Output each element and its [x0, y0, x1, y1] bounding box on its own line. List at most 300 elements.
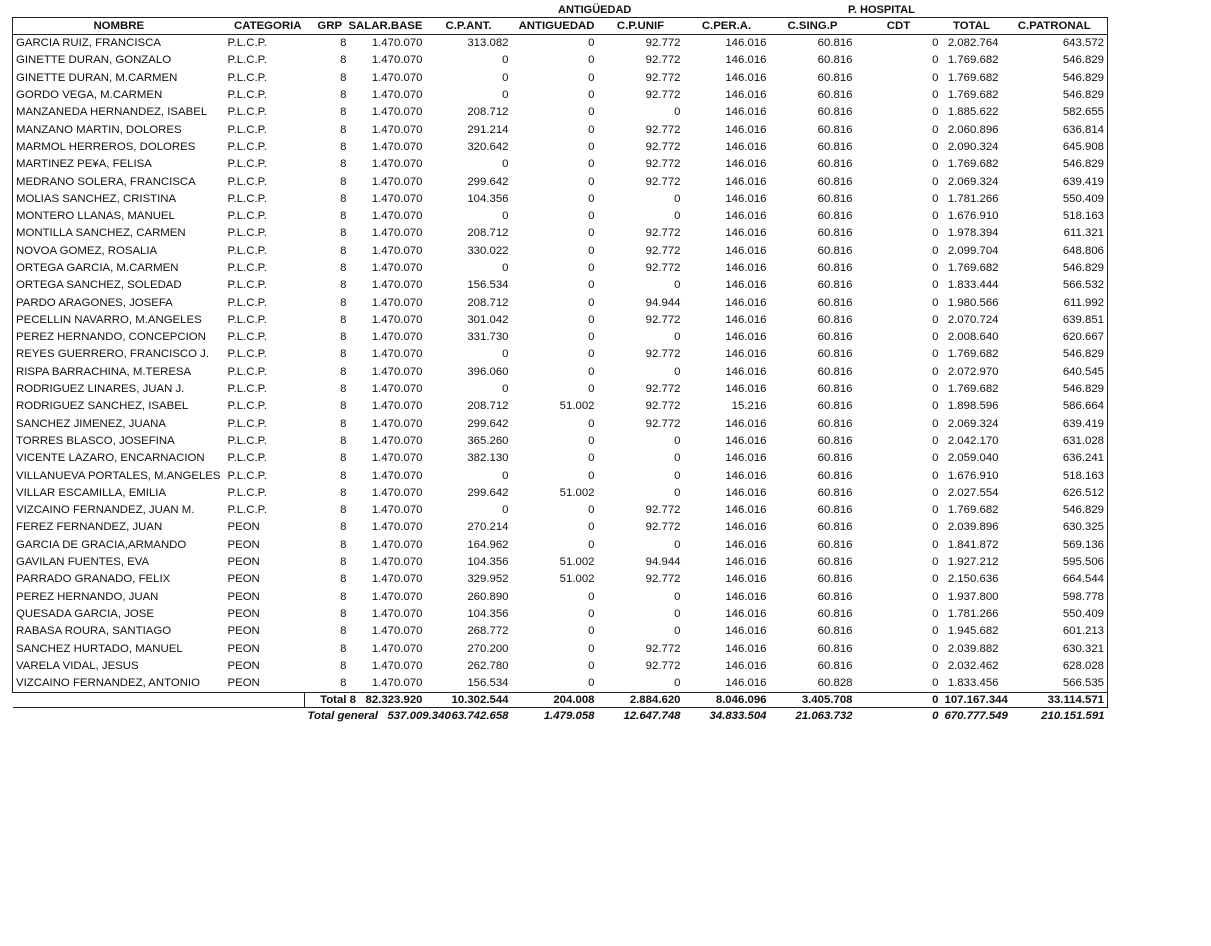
- table-row: [13, 450, 1201, 467]
- cell-salar-base: 1.470.070: [371, 89, 423, 102]
- cell-salar-base: 1.470.070: [371, 296, 423, 309]
- cell-cp-unif: 92.772: [645, 417, 681, 430]
- cell-cp-unif: 92.772: [645, 244, 681, 257]
- cell-cdt: 0: [932, 365, 939, 378]
- cell-csing-p: 60.816: [817, 625, 853, 638]
- cell-nombre: MARMOL HERREROS, DOLORES: [13, 139, 225, 156]
- cell-c-patronal: 611.321: [1002, 225, 1108, 242]
- cell-salar-base: 1.470.070: [371, 54, 423, 67]
- header-cdt: CDT: [856, 18, 942, 35]
- cell-grp: 8: [340, 486, 347, 499]
- cell-total: 2.082.764: [947, 37, 999, 50]
- cell-grp-salar-base: [305, 364, 426, 381]
- cell-cdt: 0: [932, 452, 939, 465]
- cell-grp: 8: [340, 538, 347, 551]
- cell-categoria: P.L.C.P.: [227, 123, 267, 136]
- cell-cp-ant: 0: [502, 210, 509, 223]
- cell-antiguedad: 0: [588, 106, 595, 119]
- cell-grp: 8: [340, 192, 347, 205]
- cell-cp-unif: 92.772: [645, 573, 681, 586]
- cell-cp-ant: 270.200: [467, 642, 509, 655]
- header-cp-ant: C.P.ANT.: [426, 18, 512, 35]
- cell-cdt: 0: [932, 210, 939, 223]
- cell-cp-ant: 0: [502, 383, 509, 396]
- table-row: [13, 416, 1201, 433]
- cell-cp-ant: 291.214: [467, 123, 509, 136]
- cell-grp-salar-base: [305, 346, 426, 363]
- cell-csing-p: 60.816: [817, 538, 853, 551]
- table-row: [13, 658, 1201, 675]
- cell-total: 1.781.266: [947, 192, 999, 205]
- cell-csing-p: 60.816: [817, 452, 853, 465]
- cell-cper-a: 146.016: [725, 642, 767, 655]
- cell-categoria: P.L.C.P.: [227, 313, 267, 326]
- cell-cdt: 0: [932, 486, 939, 499]
- cell-cp-unif: 92.772: [645, 54, 681, 67]
- cell-salar-base: 1.470.070: [371, 469, 423, 482]
- header-grp: GRP: [317, 20, 343, 32]
- cell-cdt: 0: [932, 331, 939, 344]
- cell-total: 1.927.212: [947, 556, 999, 569]
- cell-nombre: ORTEGA SANCHEZ, SOLEDAD: [13, 277, 225, 294]
- cell-grp-salar-base: [305, 87, 426, 104]
- cell-salar-base: 1.470.070: [371, 227, 423, 240]
- cell-nombre: REYES GUERRERO, FRANCISCO J.: [13, 346, 225, 363]
- table-row: [13, 537, 1201, 554]
- cell-cper-a: 146.016: [725, 123, 767, 136]
- cell-cper-a: 146.016: [725, 244, 767, 257]
- cell-c-patronal: 639.419: [1002, 416, 1108, 433]
- cell-cp-unif: 92.772: [645, 71, 681, 84]
- cell-nombre: PEREZ HERNANDO, CONCEPCION: [13, 329, 225, 346]
- cell-categoria: PEON: [227, 642, 260, 655]
- cell-cper-a: 146.016: [684, 675, 770, 693]
- cell-cdt: 0: [932, 192, 939, 205]
- table-body: [13, 35, 1201, 693]
- cell-grp-salar-base: [305, 35, 426, 53]
- column-group-header: [12, 4, 1200, 17]
- cell-grp-salar-base: [305, 658, 426, 675]
- cell-cper-a: 146.016: [725, 538, 767, 551]
- cell-antiguedad: 0: [588, 365, 595, 378]
- cell-c-patronal: 518.163: [1002, 208, 1108, 225]
- cell-total: 1.769.682: [947, 348, 999, 361]
- cell-antiguedad: 0: [588, 192, 595, 205]
- cell-grp: 8: [340, 296, 347, 309]
- cell-csing-p: 60.816: [817, 262, 853, 274]
- group-label-antiguedad: ANTIGÜEDAD: [558, 4, 632, 16]
- cell-grp: 8: [340, 123, 347, 136]
- cell-cp-unif: 92.772: [645, 262, 681, 274]
- cell-cdt: 0: [932, 642, 939, 655]
- cell-cper-a: 146.016: [725, 452, 767, 465]
- cell-grp-salar-base: [305, 485, 426, 502]
- total-general-label-base: [305, 708, 451, 725]
- cell-categoria: P.L.C.P.: [227, 262, 267, 274]
- cell-csing-p: 60.816: [817, 244, 853, 257]
- cell-c-patronal: 620.667: [1002, 329, 1108, 346]
- total-group-cper-a: 8.046.096: [684, 693, 770, 708]
- cell-grp: 8: [340, 400, 347, 413]
- cell-salar-base: 1.470.070: [371, 123, 423, 136]
- cell-cper-a: 146.016: [725, 106, 767, 119]
- cell-cp-unif: 0: [598, 675, 684, 693]
- cell-grp: 8: [340, 158, 347, 171]
- cell-grp-salar-base: [305, 312, 426, 329]
- cell-nombre: GAVILAN FUENTES, EVA: [13, 554, 225, 571]
- cell-total: 2.032.462: [947, 659, 999, 672]
- cell-c-patronal: 630.325: [1002, 519, 1108, 536]
- cell-grp-salar-base: [305, 191, 426, 208]
- total-group-cdt: 0: [856, 693, 942, 708]
- cell-c-patronal: 566.535: [1002, 675, 1108, 693]
- cell-nombre: RABASA ROURA, SANTIAGO: [13, 623, 225, 640]
- cell-cdt: 0: [932, 504, 939, 517]
- cell-csing-p: 60.816: [817, 573, 853, 586]
- cell-antiguedad: 0: [588, 452, 595, 465]
- total-group-antiguedad: 204.008: [512, 693, 598, 708]
- cell-categoria: P.L.C.P.: [227, 106, 267, 119]
- cell-cp-ant: 0: [502, 504, 509, 517]
- cell-cdt: 0: [932, 573, 939, 586]
- cell-categoria: P.L.C.P.: [227, 365, 267, 378]
- cell-c-patronal: 582.655: [1002, 104, 1108, 121]
- cell-cper-a: 146.016: [725, 556, 767, 569]
- cell-grp: 8: [340, 106, 347, 119]
- cell-nombre: RODRIGUEZ LINARES, JUAN J.: [13, 381, 225, 398]
- cell-cp-unif: 92.772: [645, 89, 681, 102]
- cell-grp: 8: [340, 573, 347, 586]
- cell-cp-unif: 94.944: [645, 556, 681, 569]
- cell-total: 2.069.324: [947, 175, 999, 188]
- cell-cp-unif: 0: [674, 279, 681, 292]
- cell-grp-salar-base: [305, 554, 426, 571]
- cell-cdt: 0: [932, 37, 939, 50]
- cell-csing-p: 60.816: [817, 607, 853, 620]
- cell-grp: 8: [340, 89, 347, 102]
- cell-categoria: PEON: [227, 573, 260, 586]
- cell-grp-salar-base: [305, 467, 426, 484]
- cell-categoria: P.L.C.P.: [227, 244, 267, 257]
- table-row: [13, 589, 1201, 606]
- cell-total: 1.769.682: [947, 383, 999, 396]
- cell-grp: 8: [340, 521, 347, 534]
- cell-cp-unif: 0: [674, 590, 681, 603]
- cell-cdt: 0: [932, 383, 939, 396]
- cell-categoria: P.L.C.P.: [227, 192, 267, 205]
- cell-nombre: MARTINEZ PE¥A, FELISA: [13, 156, 225, 173]
- cell-cp-ant: 104.356: [467, 607, 509, 620]
- header-grp-salar-base: [305, 18, 426, 35]
- cell-salar-base: 1.470.070: [371, 417, 423, 430]
- cell-salar-base: 1.470.070: [371, 192, 423, 205]
- cell-salar-base: 1.470.070: [371, 659, 423, 672]
- cell-cp-unif: 92.772: [645, 400, 681, 413]
- cell-grp: 8: [340, 331, 347, 344]
- cell-grp-salar-base: [305, 104, 426, 121]
- table-row: [13, 156, 1201, 173]
- cell-csing-p: 60.816: [817, 486, 853, 499]
- cell-categoria: P.L.C.P.: [227, 504, 267, 517]
- cell-total: 1.769.682: [947, 504, 999, 517]
- cell-cper-a: 146.016: [725, 434, 767, 447]
- cell-csing-p: 60.816: [817, 158, 853, 171]
- table-row: [13, 467, 1201, 484]
- cell-c-patronal: 631.028: [1002, 433, 1108, 450]
- cell-categoria: P.L.C.P.: [227, 383, 267, 396]
- cell-cp-unif: 92.772: [645, 227, 681, 240]
- cell-c-patronal: 664.544: [1002, 571, 1108, 588]
- table-row: [13, 485, 1201, 502]
- table-row: [13, 277, 1201, 294]
- cell-cp-unif: 92.772: [645, 659, 681, 672]
- cell-cper-a: 146.016: [725, 521, 767, 534]
- cell-cp-ant: 301.042: [467, 313, 509, 326]
- cell-categoria: P.L.C.P.: [227, 434, 267, 447]
- cell-cp-ant: 262.780: [467, 659, 509, 672]
- cell-cper-a: 146.016: [725, 262, 767, 274]
- table-row: [13, 640, 1201, 657]
- cell-grp: 8: [340, 279, 347, 292]
- cell-grp-salar-base: [305, 243, 426, 260]
- cell-grp: 8: [340, 452, 347, 465]
- header-csing-p: C.SING.P: [770, 18, 856, 35]
- cell-total: 1.676.910: [947, 469, 999, 482]
- cell-cp-unif: 0: [674, 469, 681, 482]
- cell-c-patronal: 611.992: [1002, 294, 1108, 311]
- cell-grp-salar-base: [305, 52, 426, 69]
- cell-total: 1.769.682: [947, 71, 999, 84]
- cell-cp-unif: 92.772: [645, 521, 681, 534]
- cell-grp-salar-base: [305, 450, 426, 467]
- cell-cp-unif: 0: [674, 331, 681, 344]
- cell-salar-base: 1.470.070: [371, 452, 423, 465]
- cell-total: 2.039.896: [947, 521, 999, 534]
- cell-categoria: P.L.C.P.: [227, 37, 267, 50]
- cell-csing-p: 60.816: [817, 331, 853, 344]
- cell-total: 1.769.682: [947, 54, 999, 67]
- cell-antiguedad: 0: [588, 37, 595, 50]
- cell-c-patronal: 630.321: [1002, 640, 1108, 657]
- cell-cper-a: 15.216: [731, 400, 767, 413]
- cell-salar-base: 1.470.070: [371, 486, 423, 499]
- cell-antiguedad: 0: [588, 642, 595, 655]
- cell-cper-a: 146.016: [725, 227, 767, 240]
- total-general-cper-a: 34.833.504: [709, 710, 767, 723]
- cell-csing-p: 60.828: [770, 675, 856, 693]
- cell-cper-a: 146.016: [725, 486, 767, 499]
- cell-categoria: PEON: [227, 538, 260, 551]
- cell-antiguedad: 0: [588, 71, 595, 84]
- table-row: [13, 519, 1201, 536]
- cell-cp-ant: 365.260: [467, 434, 509, 447]
- header-antiguedad: ANTIGUEDAD: [512, 18, 598, 35]
- cell-grp: 8: [340, 348, 347, 361]
- cell-csing-p: 60.816: [817, 89, 853, 102]
- cell-salar-base: 1.470.070: [371, 313, 423, 326]
- cell-grp: 8: [340, 607, 347, 620]
- cell-cper-a: 146.016: [725, 71, 767, 84]
- table-row: [13, 173, 1201, 190]
- cell-cp-ant: 299.642: [467, 417, 509, 430]
- cell-antiguedad: 51.002: [559, 400, 595, 413]
- cell-grp: 8: [340, 365, 347, 378]
- header-total: TOTAL: [942, 18, 1002, 35]
- cell-csing-p: 60.816: [817, 590, 853, 603]
- cell-salar-base: 1.470.070: [371, 607, 423, 620]
- cell-cper-a: 146.016: [725, 313, 767, 326]
- cell-cp-ant: 0: [502, 158, 509, 171]
- header-row: [13, 18, 1201, 35]
- cell-total: 2.099.704: [947, 244, 999, 257]
- cell-cper-a: 146.016: [725, 383, 767, 396]
- cell-c-patronal: 546.829: [1002, 52, 1108, 69]
- table-row: [13, 208, 1201, 225]
- cell-total: 1.980.566: [947, 296, 999, 309]
- cell-cp-ant: 299.642: [467, 175, 509, 188]
- cell-cp-unif: 92.772: [645, 123, 681, 136]
- cell-c-patronal: 550.409: [1002, 191, 1108, 208]
- cell-cp-unif: 0: [674, 365, 681, 378]
- cell-categoria: P.L.C.P.: [227, 175, 267, 188]
- cell-antiguedad: 0: [588, 140, 595, 153]
- cell-csing-p: 60.816: [817, 54, 853, 67]
- cell-cdt: 0: [932, 538, 939, 551]
- cell-cper-a: 146.016: [725, 590, 767, 603]
- cell-salar-base: 1.470.070: [371, 504, 423, 517]
- cell-cdt: 0: [932, 227, 939, 240]
- cell-cdt: 0: [856, 675, 942, 693]
- table-row: [13, 294, 1201, 311]
- cell-nombre: PECELLIN NAVARRO, M.ANGELES: [13, 312, 225, 329]
- cell-cp-ant: 331.730: [467, 331, 509, 344]
- cell-grp-salar-base: [305, 519, 426, 536]
- cell-total: 1.769.682: [947, 158, 999, 171]
- cell-cdt: 0: [932, 123, 939, 136]
- cell-total: 2.059.040: [947, 452, 999, 465]
- cell-cp-unif: 0: [674, 538, 681, 551]
- cell-grp: 8: [340, 590, 347, 603]
- total-general-salar-base: 537.009.340: [387, 710, 451, 723]
- cell-cdt: 0: [932, 417, 939, 430]
- cell-csing-p: 60.816: [817, 400, 853, 413]
- cell-cp-unif: 92.772: [645, 37, 681, 50]
- cell-categoria: P.L.C.P.: [227, 296, 267, 309]
- cell-c-patronal: 518.163: [1002, 467, 1108, 484]
- table-row: [13, 225, 1201, 242]
- cell-grp: 8: [340, 140, 347, 153]
- cell-antiguedad: 0: [588, 175, 595, 188]
- cell-salar-base: 1.470.070: [371, 573, 423, 586]
- cell-grp: 8: [340, 175, 347, 188]
- cell-c-patronal: 586.664: [1002, 398, 1108, 415]
- cell-cper-a: 146.016: [725, 296, 767, 309]
- cell-cdt: 0: [932, 607, 939, 620]
- total-group-cp-unif: 2.884.620: [598, 693, 684, 708]
- table-row: [13, 260, 1201, 277]
- total-general-cp-unif: 12.647.748: [623, 710, 681, 723]
- cell-cper-a: 146.016: [725, 417, 767, 430]
- cell-nombre: GARCIA DE GRACIA,ARMANDO: [13, 537, 225, 554]
- cell-salar-base: 1.470.070: [371, 365, 423, 378]
- cell-c-patronal: 639.851: [1002, 312, 1108, 329]
- table-row: [13, 346, 1201, 363]
- cell-cp-unif: 0: [674, 106, 681, 119]
- cell-c-patronal: 546.829: [1002, 70, 1108, 87]
- total-general-row: [13, 708, 1201, 725]
- cell-antiguedad: 0: [588, 262, 595, 274]
- cell-salar-base: 1.470.070: [371, 383, 423, 396]
- cell-nombre: MANZANEDA HERNANDEZ, ISABEL: [13, 104, 225, 121]
- cell-categoria: PEON: [227, 556, 260, 569]
- cell-cdt: 0: [932, 244, 939, 257]
- cell-cp-ant: 208.712: [467, 227, 509, 240]
- cell-cp-ant: 270.214: [467, 521, 509, 534]
- cell-cp-ant: 104.356: [467, 556, 509, 569]
- cell-cdt: 0: [932, 434, 939, 447]
- cell-nombre: GINETTE DURAN, GONZALO: [13, 52, 225, 69]
- cell-cdt: 0: [932, 106, 939, 119]
- header-nombre: NOMBRE: [13, 18, 225, 35]
- table-row: [13, 139, 1201, 156]
- cell-grp: 8: [340, 642, 347, 655]
- cell-antiguedad: 0: [588, 521, 595, 534]
- cell-antiguedad: 0: [588, 227, 595, 240]
- total-group-salar-base: 82.323.920: [365, 694, 423, 707]
- cell-nombre: MONTERO LLANAS, MANUEL: [13, 208, 225, 225]
- table-row: [13, 398, 1201, 415]
- cell-nombre: GINETTE DURAN, M.CARMEN: [13, 70, 225, 87]
- cell-csing-p: 60.816: [817, 642, 853, 655]
- cell-cp-ant: 0: [502, 262, 509, 274]
- cell-grp: 8: [340, 677, 347, 690]
- cell-csing-p: 60.816: [817, 383, 853, 396]
- cell-antiguedad: 0: [588, 607, 595, 620]
- cell-csing-p: 60.816: [817, 71, 853, 84]
- cell-csing-p: 60.816: [817, 192, 853, 205]
- table-row: [13, 502, 1201, 519]
- cell-cp-unif: 0: [674, 486, 681, 499]
- cell-cdt: 0: [932, 89, 939, 102]
- table-row: [13, 70, 1201, 87]
- cell-cp-unif: 0: [674, 625, 681, 638]
- cell-salar-base: 1.470.070: [371, 106, 423, 119]
- cell-csing-p: 60.816: [817, 210, 853, 223]
- cell-salar-base: 1.470.070: [371, 400, 423, 413]
- cell-c-patronal: 636.241: [1002, 450, 1108, 467]
- table-row: [13, 191, 1201, 208]
- cell-total: 1.769.682: [947, 89, 999, 102]
- cell-cp-ant: 164.962: [467, 538, 509, 551]
- cell-grp: 8: [340, 71, 347, 84]
- cell-csing-p: 60.816: [817, 313, 853, 326]
- cell-categoria: P.L.C.P.: [227, 227, 267, 240]
- cell-c-patronal: 546.829: [1002, 87, 1108, 104]
- cell-grp: 8: [340, 54, 347, 67]
- cell-cp-unif: 92.772: [645, 642, 681, 655]
- cell-cper-a: 146.016: [725, 331, 767, 344]
- cell-total: 1.978.394: [947, 227, 999, 240]
- header-categoria: CATEGORIA: [225, 18, 305, 35]
- cell-c-patronal: 595.506: [1002, 554, 1108, 571]
- table-row: [13, 104, 1201, 121]
- group-label-hospital: P. HOSPITAL: [848, 4, 915, 16]
- cell-total: 2.090.324: [947, 140, 999, 153]
- cell-salar-base: 1.470.070: [371, 521, 423, 534]
- cell-nombre: GARCIA RUIZ, FRANCISCA: [13, 35, 225, 53]
- cell-c-patronal: 546.829: [1002, 156, 1108, 173]
- cell-antiguedad: 0: [588, 89, 595, 102]
